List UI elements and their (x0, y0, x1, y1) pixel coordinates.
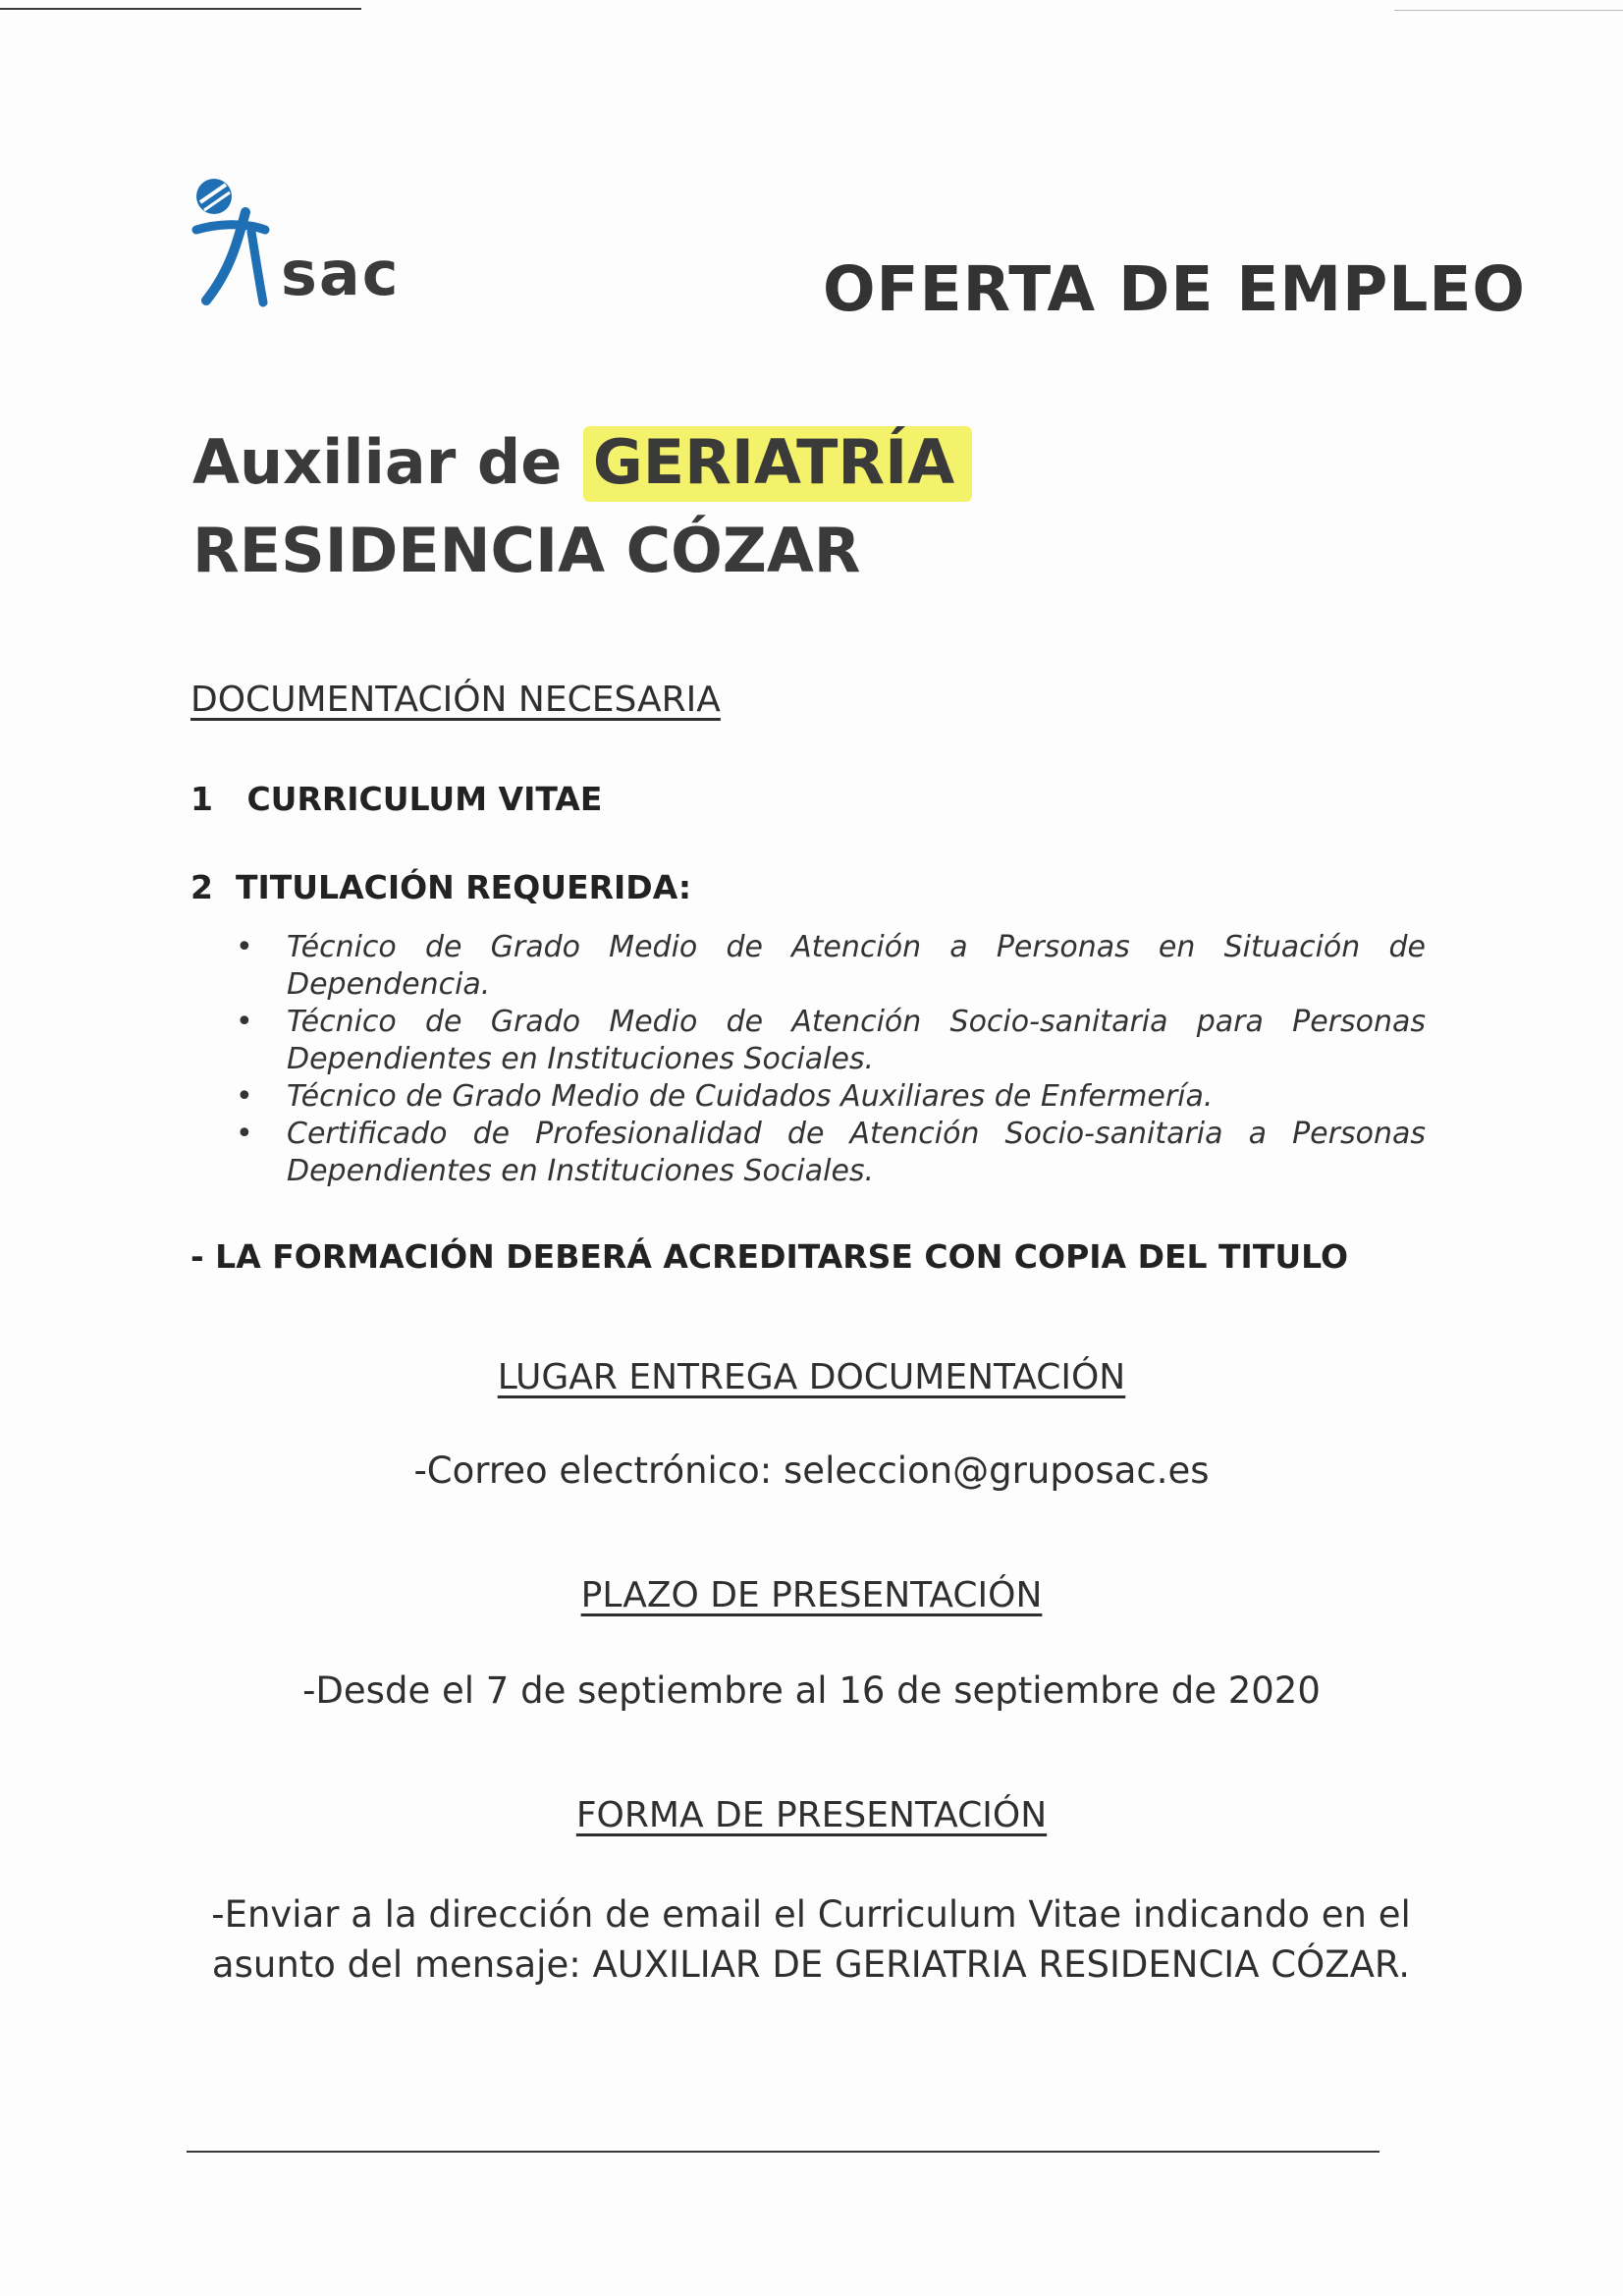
bottom-divider (187, 2151, 1380, 2153)
job-subtitle: RESIDENCIA CÓZAR (192, 515, 861, 586)
method-heading: FORMA DE PRESENTACIÓN (575, 1795, 1048, 1835)
job-title-highlight: GERIATRÍA (583, 426, 972, 502)
job-title (192, 426, 972, 498)
doc-item-1 (190, 780, 602, 818)
training-note: - LA FORMACIÓN DEBERÁ ACREDITARSE CON COPIA DEL TITULO (190, 1237, 1349, 1276)
deadline-text: -Desde el 7 de septiembre al 16 de septiembre de 2020 (302, 1669, 1321, 1712)
delivery-text: -Correo electrónico: seleccion@gruposac.es (413, 1449, 1210, 1492)
delivery-heading: LUGAR ENTREGA DOCUMENTACIÓN (497, 1357, 1126, 1397)
delivery-heading-row (0, 1357, 1623, 1397)
doc-item-number: 1 (190, 780, 213, 818)
doc-item-label: CURRICULUM VITAE (246, 780, 603, 818)
job-title-prefix: Auxiliar de (192, 426, 583, 498)
list-item: • Técnico de Grado Medio de Atención Socio-sanitaria para Personas Dependientes en Instituciones Sociales. (236, 1004, 1426, 1078)
qualifications-list (236, 929, 1426, 1190)
method-text: -Enviar a la dirección de email el Curriculum Vitae indicando en el asunto del mensaje: AUXILIAR DE GERIATRIA RESIDENCIA CÓZAR. (211, 1893, 1411, 1986)
deadline-heading: PLAZO DE PRESENTACIÓN (580, 1575, 1043, 1615)
logo-text: sac (281, 238, 401, 309)
documentation-heading: DOCUMENTACIÓN NECESARIA (190, 680, 721, 720)
doc-item-2 (190, 868, 691, 906)
deadline-heading-row (0, 1575, 1623, 1615)
doc-item-number: 2 (190, 868, 213, 906)
method-heading-row (0, 1795, 1623, 1835)
top-scan-line (0, 8, 361, 10)
list-item: • Técnico de Grado Medio de Atención a Personas en Situación de Dependencia. (236, 929, 1426, 1004)
doc-item-label: TITULACIÓN REQUERIDA: (235, 868, 692, 906)
list-item: • Técnico de Grado Medio de Cuidados Auxiliares de Enfermería. (236, 1078, 1426, 1116)
list-item: • Certificado de Profesionalidad de Atención Socio-sanitaria a Personas Dependientes en Instituciones Sociales. (236, 1116, 1426, 1190)
sac-logo (187, 173, 432, 320)
top-right-scan-line (1394, 10, 1623, 11)
offer-title: OFERTA DE EMPLEO (823, 253, 1526, 325)
